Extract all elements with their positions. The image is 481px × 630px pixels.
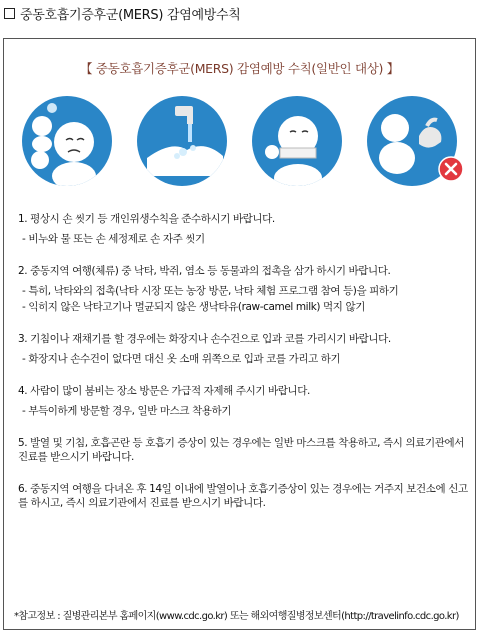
forbidden-x-icon [438, 156, 464, 182]
hand-washing-illustration [137, 96, 227, 186]
rule-detail: - 부득이하게 방문할 경우, 일반 마스크 착용하기 [22, 405, 232, 417]
rule-text: 6. 중동지역 여행을 다녀온 후 14일 이내에 발열이나 호흡기증상이 있는 경우에는 거주지 보건소에 신고를 하시고, 즉시 의료기관에서 진료를 받으시기 바랍니다. [18, 483, 468, 509]
section-heading [4, 4, 241, 23]
rule-item [18, 264, 470, 314]
notice-title: 【 중동호흡기증후군(MERS) 감염예방 수칙(일반인 대상) 】 [80, 61, 399, 76]
rule-list [18, 212, 470, 528]
rule-detail: - 익히지 않은 낙타고기나 멸균되지 않은 생낙타유(raw-camel milk) 먹지 않기 [22, 301, 365, 313]
notice-box [3, 38, 476, 630]
rule-item [18, 436, 470, 464]
rule-text: 3. 기침이나 재채기를 할 경우에는 화장지나 손수건으로 입과 코를 가리시기 바랍니다. [18, 333, 391, 345]
rule-item [18, 332, 470, 366]
rule-item [18, 482, 470, 510]
rule-text: 4. 사람이 많이 붐비는 장소 방문은 가급적 자제해 주시기 바랍니다. [18, 385, 310, 397]
cover-cough-illustration [252, 96, 342, 186]
rule-detail: - 화장지나 손수건이 없다면 대신 옷 소매 위쪽으로 입과 코를 가리고 하기 [22, 353, 341, 365]
checkbox-square-icon [4, 8, 15, 19]
rule-detail: - 비누와 물 또는 손 세정제로 손 자주 씻기 [22, 233, 205, 245]
section-heading-text: 중동호흡기증후군(MERS) 감염예방수칙 [20, 8, 241, 23]
rule-item [18, 212, 470, 246]
reference-footnote: *참고정보 : 질병관리본부 홈페이지(www.cdc.go.kr) 또는 해외여행질병정보센터(http://travelinfo.cdc.go.kr) [14, 611, 459, 622]
rule-text: 1. 평상시 손 씻기 등 개인위생수칙을 준수하시기 바랍니다. [18, 213, 275, 225]
rule-item [18, 384, 470, 418]
rule-detail: - 특히, 낙타와의 접촉(낙타 시장 또는 농장 방문, 낙타 체험 프로그램 참여 등)을 피하기 [22, 285, 399, 297]
rule-text: 5. 발열 및 기침, 호흡곤란 등 호흡기 증상이 있는 경우에는 일반 마스크를 착용하고, 즉시 의료기관에서 진료를 받으시기 바랍니다. [18, 437, 464, 463]
illustration-row [22, 96, 458, 196]
sick-people-illustration [22, 96, 112, 186]
rule-text: 2. 중동지역 여행(체류) 중 낙타, 박쥐, 염소 등 동물과의 접촉을 삼가 하시기 바랍니다. [18, 265, 391, 277]
